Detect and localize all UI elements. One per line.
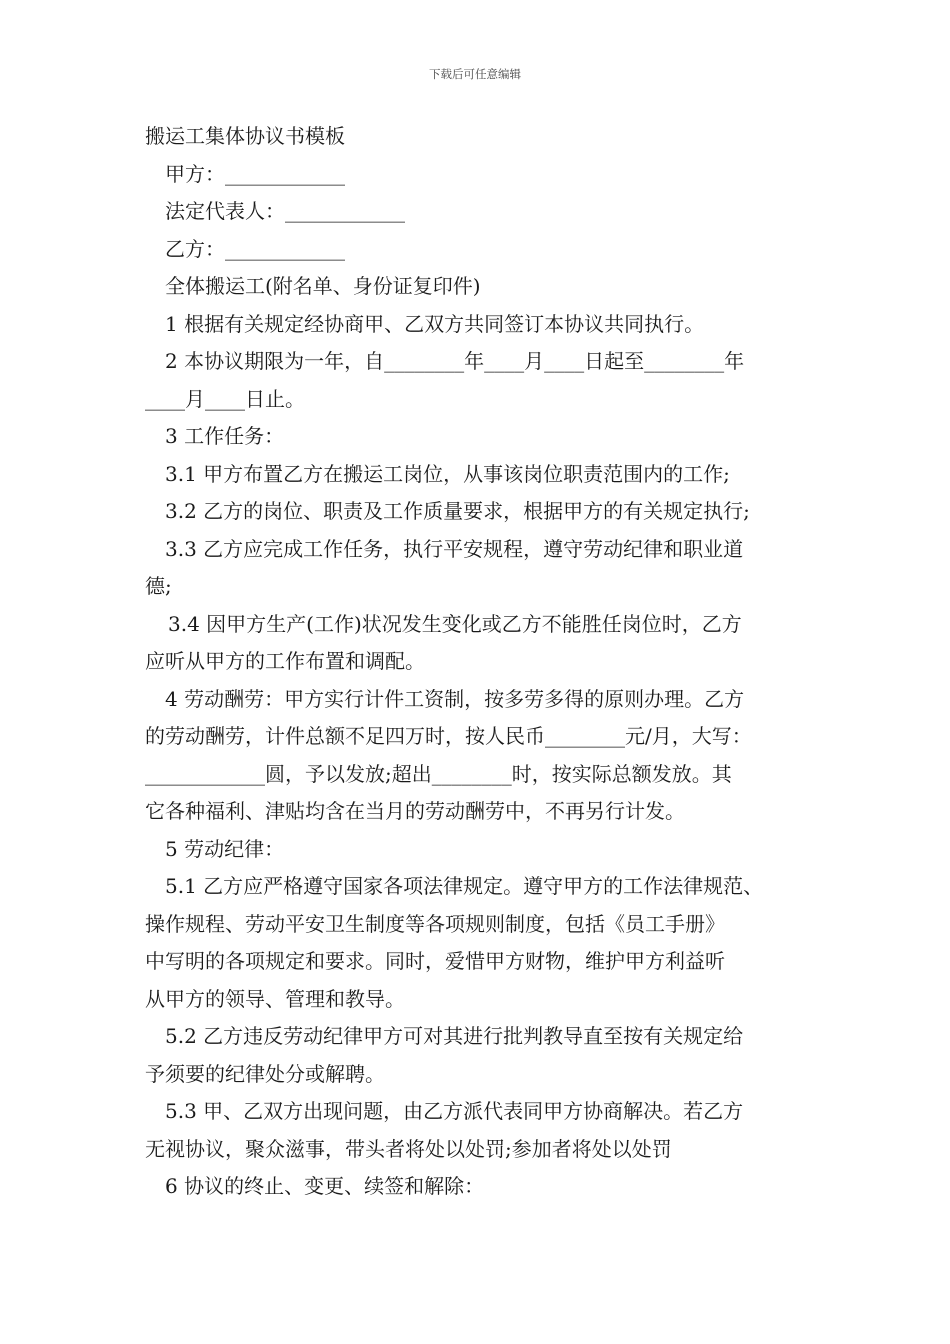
clause-5-3: 5.3 甲、乙双方出现问题，由乙方派代表同甲方协商解决。若乙方: [165, 1099, 744, 1123]
all-workers-line: 全体搬运工(附名单、身份证复印件): [165, 274, 481, 298]
clause-3-4: 3.4 因甲方生产(工作)状况发生变化或乙方不能胜任岗位时，乙方: [168, 611, 742, 636]
document-title: 搬运工集体协议书模板: [145, 124, 345, 148]
party-b-line: 乙方：____________: [165, 236, 345, 261]
page-header-note: 下载后可任意编辑: [429, 67, 521, 81]
clause-3-1: 3.1 甲方布置乙方在搬运工岗位，从事该岗位职责范围内的工作;: [165, 461, 730, 486]
clause-3-heading: 3 工作任务：: [165, 424, 285, 448]
clause-3-3: 3.3 乙方应完成工作任务，执行平安规程，遵守劳动纪律和职业道: [165, 536, 744, 561]
clause-4-line-4: 它各种福利、津贴均含在当月的劳动酬劳中，不再另行计发。: [145, 799, 685, 823]
clause-5-1-line-3: 中写明的各项规定和要求。同时，爱惜甲方财物，维护甲方利益听: [145, 949, 725, 973]
clause-3-4-continued: 应听从甲方的工作布置和调配。: [145, 649, 425, 673]
clause-5-1: 5.1 乙方应严格遵守国家各项法律规定。遵守甲方的工作法律规范、: [165, 874, 764, 898]
document-body: [145, 118, 825, 1206]
clause-4-line-3: ____________圆，予以发放;超出________时，按实际总额发放。其: [145, 761, 732, 786]
clause-2-continued: ____月____日止。: [145, 386, 305, 411]
clause-4: 4 劳动酬劳：甲方实行计件工资制，按多劳多得的原则办理。乙方: [165, 686, 745, 711]
clause-5-heading: 5 劳动纪律：: [165, 836, 285, 861]
clause-4-line-2: 的劳动酬劳，计件总额不足四万时，按人民币________元/月，大写：: [145, 724, 752, 748]
clause-5-2: 5.2 乙方违反劳动纪律甲方可对其进行批判教导直至按有关规定给: [165, 1024, 744, 1048]
clause-3-2: 3.2 乙方的岗位、职责及工作质量要求，根据甲方的有关规定执行;: [165, 499, 750, 523]
clause-2: 2 本协议期限为一年，自________年____月____日起至________年: [165, 349, 745, 373]
clause-5-1-line-2: 操作规程、劳动平安卫生制度等各项规则制度，包括《员工手册》: [145, 911, 725, 936]
clause-6-heading: 6 协议的终止、变更、续签和解除：: [165, 1174, 485, 1198]
clause-5-2-continued: 予须要的纪律处分或解聘。: [145, 1061, 385, 1086]
clause-1: 1 根据有关规定经协商甲、乙双方共同签订本协议共同执行。: [165, 311, 705, 336]
clause-5-3-continued: 无视协议，聚众滋事，带头者将处以处罚;参加者将处以处罚: [145, 1136, 672, 1161]
party-a-line: 甲方：____________: [165, 161, 345, 186]
legal-representative-line: 法定代表人：____________: [165, 199, 405, 223]
clause-5-1-line-4: 从甲方的领导、管理和教导。: [145, 986, 405, 1011]
clause-3-3-continued: 德;: [145, 574, 172, 598]
